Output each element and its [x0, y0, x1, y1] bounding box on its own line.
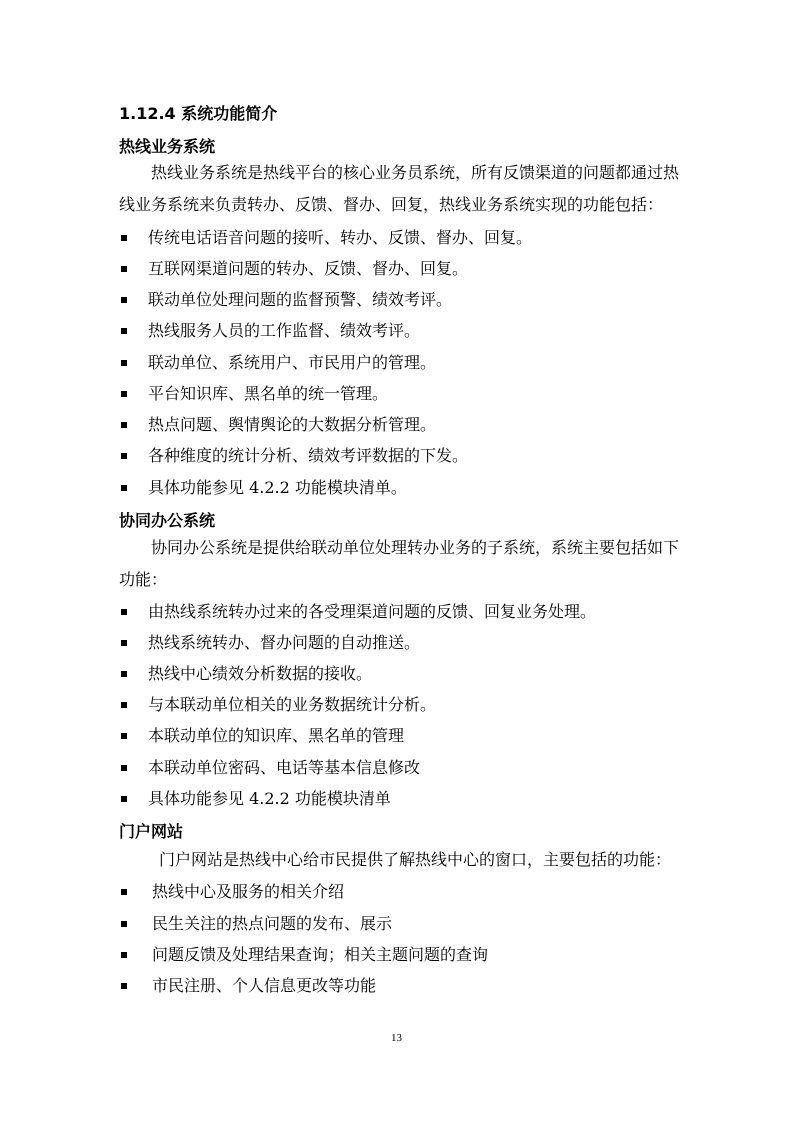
bullet-icon [121, 609, 127, 615]
office-title: 协同办公系统 [119, 511, 216, 530]
bullet-icon [121, 328, 127, 334]
bullet-icon [121, 266, 127, 272]
bullet-icon [121, 983, 127, 989]
bullet-icon [121, 391, 127, 397]
portal-intro-line1: 门户网站是热线中心给市民提供了解热线中心的窗口，主要包括的功能： [159, 850, 672, 869]
bullet-icon [121, 422, 127, 428]
office-intro-line1: 协同办公系统是提供给联动单位处理转办业务的子系统，系统主要包括如下 [151, 538, 680, 557]
hotline-intro-line1: 热线业务系统是热线平台的核心业务员系统，所有反馈渠道的问题都通过热 [151, 163, 680, 182]
bullet-icon [121, 360, 127, 366]
bullet-icon [121, 733, 127, 739]
office-intro [119, 532, 679, 596]
bullet-icon [121, 453, 127, 459]
bullet-icon [121, 671, 127, 677]
bullet-icon [121, 702, 127, 708]
bullet-icon [121, 921, 127, 927]
hotline-title: 热线业务系统 [119, 137, 216, 156]
portal-title: 门户网站 [119, 822, 184, 841]
hotline-intro-line2: 线业务系统来负责转办、反馈、督办、回复，热线业务系统实现的功能包括： [119, 195, 664, 214]
hotline-intro [119, 157, 679, 221]
bullet-icon [121, 297, 127, 303]
bullet-icon [121, 765, 127, 771]
page-number: 13 [391, 1032, 402, 1044]
document-page: 1.12.4 系统功能简介 热线业务系统 热线业务系统是热线平台的核心业务员系统，所有反馈渠道的问题都通过热 线业务系统来负责转办、反馈、督办、回复，热线业务系统实现的功能包括： 传统电话语音问题的接听、转办、反馈、督办、回复。 互联网渠道问题的转办、反馈、督办、回复。 联动单位处理问题的监督预警、绩效考评。 热线服务人员的工作监督、绩效考评。 联动单位、系统用户、市民用户的管理。 平台知识库、黑名单的统一管理。 热点问题、舆情舆论的大数据分析管理。 各种维度的统计分析、绩效考评数据的下发。 具体功能参见 4.2.2 功能模块清单。 协同办公系统 协同办公系统是提供给联动单位处理转办业务的子系统，系统主要包括如下 功能： 由热线系统转办过来的各受理渠道问题的反馈、回复业务处理。 热线系统转办、督办问题的自动推送。 热线中心绩效分析数据的接收。 与本联动单位相关的业务数据统计分析。 本联动单位的知识库、黑名单的管理 本联动单位密码、电话等基本信息修改 具体功能参见 4.2.2 功能模块清单 门户网站 门户网站是热线中心给市民提供了解热线中心的窗口，主要包括的功能： 热线中心及服务的相关介绍 民生关注的热点问题的发布、展示 问题反馈及处理结果查询；相关主题问题的查询 市民注册、个人信息更改等功能 13 [0, 0, 793, 1122]
bullet-icon [121, 485, 127, 491]
bullet-icon [121, 889, 127, 895]
section-title: 1.12.4 系统功能简介 [119, 104, 278, 123]
bullet-icon [121, 796, 127, 802]
bullet-icon [121, 640, 127, 646]
office-intro-line2: 功能： [119, 570, 168, 589]
bullet-icon [121, 952, 127, 958]
bullet-icon [121, 235, 127, 241]
portal-intro [119, 844, 679, 876]
